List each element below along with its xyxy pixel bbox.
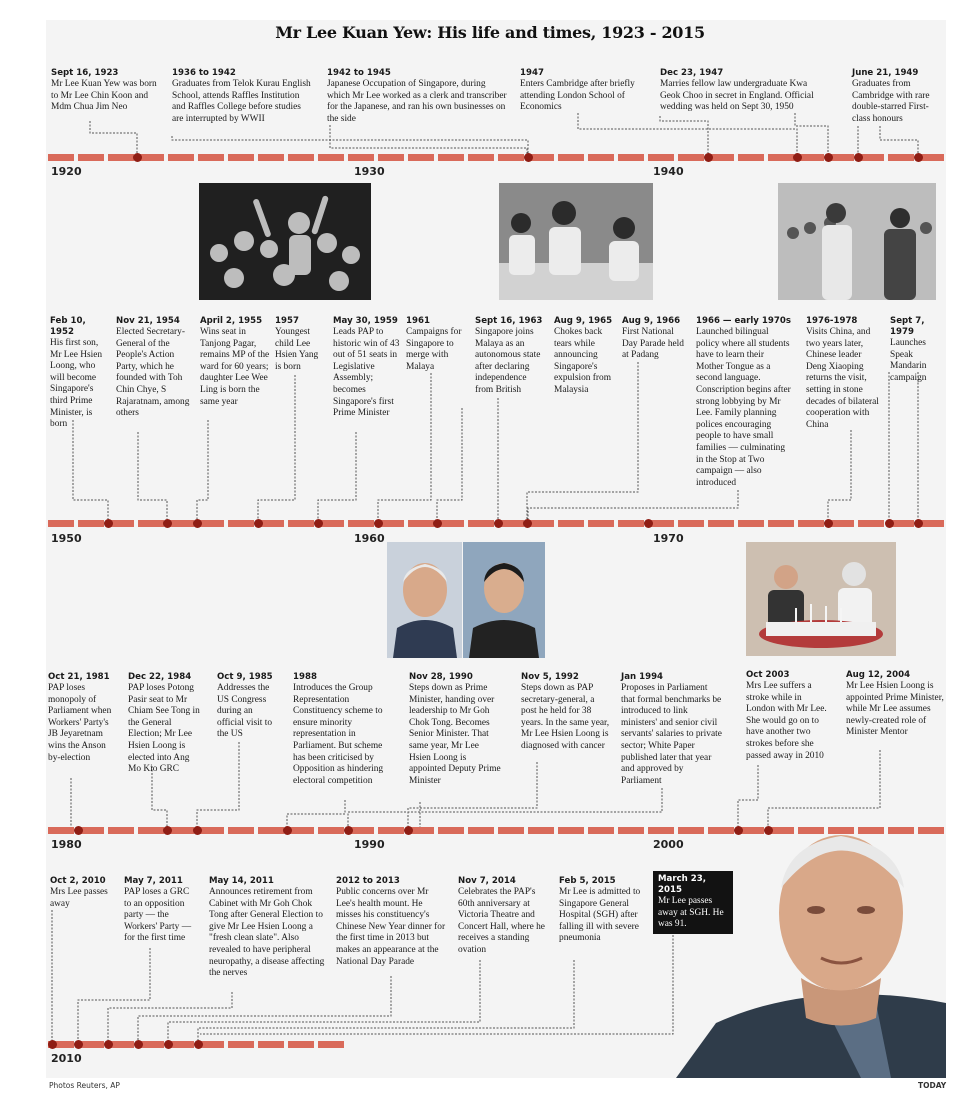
timeline-dot: [914, 153, 923, 162]
event-date: Nov 28, 1990: [409, 672, 473, 682]
timeline-segment: [348, 154, 374, 161]
timeline-dot: [523, 519, 532, 528]
timeline-segment: [228, 520, 254, 527]
timeline-segment: [108, 154, 134, 161]
timeline-segment: [198, 827, 224, 834]
event: [209, 876, 325, 980]
event-text: Mr Lee passes away at SGH. He was 91.: [658, 896, 724, 930]
event: [172, 68, 312, 125]
timeline-segment: [558, 154, 584, 161]
event: [275, 316, 325, 373]
decade-label: 1940: [653, 165, 684, 178]
event-date: 1957: [275, 316, 299, 326]
timeline-segment: [288, 154, 314, 161]
source-label: TODAY: [918, 1081, 947, 1090]
timeline-segment: [378, 827, 404, 834]
event: [51, 68, 161, 114]
event-text: Celebrates the PAP's 60th anniversary at Victoria Theatre and Concert Hall, where he receives a standing ovation: [458, 887, 545, 955]
timeline-dot: [314, 519, 323, 528]
event-text: Chokes back tears while announcing Singapore's expulsion from Malaysia: [554, 327, 612, 395]
timeline-dot: [524, 153, 533, 162]
timeline-segment: [438, 154, 464, 161]
event-date: Aug 12, 2004: [846, 670, 911, 680]
event-text: Launches Speak Mandarin campaign: [890, 338, 927, 383]
timeline-segment: [468, 827, 494, 834]
timeline-segment: [78, 154, 104, 161]
timeline-dot: [793, 153, 802, 162]
timeline-dot: [194, 1040, 203, 1049]
event-date: March 23, 2015: [658, 874, 707, 895]
timeline-segment: [738, 520, 764, 527]
timeline-segment: [648, 827, 674, 834]
event: [746, 670, 832, 762]
event-date: Nov 7, 2014: [458, 876, 516, 886]
timeline-segment: [528, 520, 554, 527]
timeline-segment: [888, 154, 914, 161]
timeline-dot: [764, 826, 773, 835]
event-text: Graduates from Cambridge with rare double-starred First-class honours: [852, 79, 930, 124]
timeline-segment: [318, 827, 344, 834]
decade-label: 1970: [653, 532, 684, 545]
event-text: Addresses the US Congress during an official visit to the US: [217, 683, 273, 740]
timeline-dot: [374, 519, 383, 528]
timeline-dot: [163, 826, 172, 835]
event-text: First National Day Parade held at Padang: [622, 327, 684, 361]
timeline-segment: [168, 520, 194, 527]
timeline-segment: [438, 827, 464, 834]
event: [200, 316, 270, 408]
event: [327, 68, 509, 125]
event: [554, 316, 618, 397]
event-text: Elected Secretary-General of the People's Action Party, which he founded with Toh Chin Chye, S Rajaratnam, among others: [116, 327, 190, 419]
timeline-segment: [798, 827, 824, 834]
event-text: Campaigns for Singapore to merge with Malaya: [406, 327, 462, 372]
photo-china-visit: [778, 183, 936, 300]
timeline-segment: [438, 520, 464, 527]
timeline-dot: [74, 1040, 83, 1049]
timeline-dot: [48, 1040, 57, 1049]
timeline-segment: [678, 520, 704, 527]
timeline-segment: [858, 520, 884, 527]
event: [622, 316, 688, 362]
event-date: 1942 to 1945: [327, 68, 391, 78]
portrait-illustration: [387, 542, 462, 658]
timeline-segment: [708, 827, 734, 834]
event-text: Japanese Occupation of Singapore, during which Mr Lee worked as a clerk and transcriber for the Japanese, and ran his own businesses on the side: [327, 79, 507, 124]
timeline-segment: [228, 154, 254, 161]
timeline-segment: [78, 520, 104, 527]
photo-independence-announcement: [499, 183, 653, 300]
decade-label: 2010: [51, 1052, 82, 1065]
handshake-illustration: [778, 183, 936, 300]
event: [806, 316, 882, 431]
event-text: Mrs Lee suffers a stroke while in London with Mr Lee. She would go on to have another two strokes before she passed away in 2010: [746, 681, 827, 761]
event-date: Jan 1994: [621, 672, 664, 682]
event-date: 1976-1978: [806, 316, 858, 326]
event-date: 1988: [293, 672, 317, 682]
event-text: Visits China, and two years later, Chinese leader Deng Xiaoping returns the visit, setting in stone decades of bilateral cooperation with China: [806, 327, 879, 430]
timeline-segment: [498, 154, 524, 161]
crowd-illustration: [199, 183, 371, 300]
event-date: May 7, 2011: [124, 876, 183, 886]
event-text: Public concerns over Mr Lee's health mount. He misses his constituency's Chinese New Year dinner for the first time in 2013 but makes an appearance at the National Day Parade: [336, 887, 446, 967]
timeline-segment: [48, 827, 74, 834]
photo-birthday-cake: [746, 542, 896, 656]
timeline-segment: [288, 827, 314, 834]
timeline-dot: [344, 826, 353, 835]
timeline-dot: [74, 826, 83, 835]
event-text: Mr Lee Hsien Loong is appointed Prime Minister, while Mr Lee assumes newly-created role of Minister Mentor: [846, 681, 944, 738]
timeline-segment: [468, 154, 494, 161]
timeline-dot: [433, 519, 442, 528]
timeline-dot: [404, 826, 413, 835]
photo-lee-hsien-loong: [463, 542, 545, 658]
timeline-dot: [104, 1040, 113, 1049]
timeline-segment: [558, 520, 584, 527]
decade-label: 1930: [354, 165, 385, 178]
event-date: Aug 9, 1965: [554, 316, 613, 326]
timeline-segment: [198, 520, 224, 527]
decade-label: 1990: [354, 838, 385, 851]
event-date: Nov 21, 1954: [116, 316, 180, 326]
event-text: Graduates from Telok Kurau English School, attends Raffles Institution and Raffles College before studies are interrupted by WWII: [172, 79, 311, 124]
timeline-segment: [618, 827, 644, 834]
event-text: Singapore joins Malaya as an autonomous state after declaring independence from British: [475, 327, 541, 395]
timeline-segment: [588, 827, 614, 834]
event-text: Leads PAP to historic win of 43 out of 51 seats in Legislative Assembly; becomes Singapore's first Prime Minister: [333, 327, 400, 419]
event: [559, 876, 643, 945]
event-date: 1947: [520, 68, 544, 78]
event-date: April 2, 1955: [200, 316, 263, 326]
timeline-band-1920s-1940s: [48, 154, 946, 161]
event-date: Sept 7, 1979: [890, 316, 925, 337]
timeline-segment: [918, 827, 944, 834]
timeline-dot: [734, 826, 743, 835]
timeline-segment: [48, 520, 74, 527]
event-text: Announces retirement from Cabinet with Mr Goh Chok Tong after General Election to give Mr Lee Hsien Loong a "fresh clean slate". Also revealed to have peripheral neuropathy, a disease affecting the nerves: [209, 887, 325, 979]
event-date: 1936 to 1942: [172, 68, 236, 78]
event-text: Steps down as PAP secretary-general, a post he held for 38 years. In the same year, Mr Lee Hsien Loong is diagnosed with cancer: [521, 683, 610, 751]
timeline-band-1980s-2000s: [48, 827, 946, 834]
timeline-segment: [858, 827, 884, 834]
timeline-segment: [678, 154, 704, 161]
timeline-segment: [138, 154, 164, 161]
photo-credit: Photos Reuters, AP: [49, 1081, 120, 1090]
timeline-band-1950s-1970s: [48, 520, 946, 527]
elderly-portrait-illustration: [676, 818, 946, 1078]
event-text: Mrs Lee passes away: [50, 887, 108, 909]
event-text: Launched bilingual policy where all students have to learn their Mother Tongue as a second language. Conscription begins after strong lobbying by Mr Lee. Family planning polices encouraging people to have small families — culminating in the Stop at Two campaign — also introduced: [696, 327, 791, 488]
event: [116, 316, 192, 420]
event-date: May 14, 2011: [209, 876, 274, 886]
event: [217, 672, 281, 741]
photo-lee-kuan-yew-portrait: [676, 818, 946, 1078]
timeline-segment: [558, 827, 584, 834]
timeline-segment: [348, 520, 374, 527]
event: [50, 876, 112, 910]
timeline-dot: [885, 519, 894, 528]
timeline-dot: [133, 153, 142, 162]
timeline-band-2010s: [48, 1041, 346, 1048]
timeline-dot: [854, 153, 863, 162]
timeline-dot: [193, 519, 202, 528]
event-date: Aug 9, 1966: [622, 316, 681, 326]
timeline-segment: [228, 1041, 254, 1048]
event-text: Wins seat in Tanjong Pagar, remains MP of the ward for 60 years; daughter Lee Wee Ling is born the same year: [200, 327, 270, 407]
event: [475, 316, 545, 397]
timeline-segment: [648, 154, 674, 161]
timeline-segment: [708, 520, 734, 527]
decade-label: 1950: [51, 532, 82, 545]
event-text: Proposes in Parliament that formal benchmarks be introduced to link ministers' and senior civil servants' salaries to private sector; White Paper published later that year and approved by Parliament: [621, 683, 722, 786]
event-highlight: [653, 871, 733, 934]
decade-label: 1920: [51, 165, 82, 178]
event: [458, 876, 548, 957]
event: [48, 672, 116, 764]
timeline-segment: [798, 154, 824, 161]
timeline-segment: [138, 520, 164, 527]
event-text: Enters Cambridge after briefly attending London School of Economics: [520, 79, 635, 113]
timeline-segment: [408, 520, 434, 527]
event-text: Youngest child Lee Hsien Yang is born: [275, 327, 319, 372]
event-date: Oct 2003: [746, 670, 790, 680]
timeline-dot: [824, 519, 833, 528]
timeline-dot: [193, 826, 202, 835]
event: [293, 672, 389, 787]
event-date: Oct 21, 1981: [48, 672, 110, 682]
decade-label: 1980: [51, 838, 82, 851]
timeline-segment: [588, 520, 614, 527]
timeline-segment: [588, 154, 614, 161]
timeline-segment: [48, 154, 74, 161]
event: [406, 316, 468, 373]
timeline-segment: [528, 827, 554, 834]
event: [520, 68, 646, 114]
timeline-dot: [104, 519, 113, 528]
timeline-segment: [258, 827, 284, 834]
timeline-dot: [164, 1040, 173, 1049]
event-date: 1961: [406, 316, 430, 326]
event-text: PAP loses monopoly of Parliament when Workers' Party's JB Jeyaretnam wins the Anson by-election: [48, 683, 112, 763]
timeline-segment: [378, 154, 404, 161]
timeline-segment: [768, 520, 794, 527]
event-date: Oct 9, 1985: [217, 672, 273, 682]
event-date: Dec 23, 1947: [660, 68, 724, 78]
event: [50, 316, 110, 431]
timeline-dot: [283, 826, 292, 835]
event: [852, 68, 940, 125]
decade-label: 1960: [354, 532, 385, 545]
event-date: Feb 5, 2015: [559, 876, 616, 886]
event-date: Feb 10, 1952: [50, 316, 86, 337]
timeline-dot: [824, 153, 833, 162]
event: [521, 672, 611, 753]
timeline-segment: [288, 520, 314, 527]
timeline-segment: [108, 827, 134, 834]
cake-illustration: [746, 542, 896, 656]
timeline-dot: [704, 153, 713, 162]
timeline-dot: [134, 1040, 143, 1049]
event: [696, 316, 792, 489]
timeline-segment: [618, 520, 644, 527]
timeline-segment: [798, 520, 824, 527]
timeline-segment: [138, 827, 164, 834]
event: [890, 316, 946, 384]
event: [846, 670, 946, 739]
event-date: 1966 — early 1970s: [696, 316, 791, 326]
timeline-segment: [198, 154, 224, 161]
event-text: Marries fellow law undergraduate Kwa Geok Choo in secret in England. Official wedding was held on Sept 30, 1950: [660, 79, 814, 113]
timeline-segment: [318, 1041, 344, 1048]
timeline-dot: [644, 519, 653, 528]
timeline-segment: [228, 827, 254, 834]
event-date: May 30, 1959: [333, 316, 398, 326]
timeline-segment: [288, 1041, 314, 1048]
event-date: Dec 22, 1984: [128, 672, 192, 682]
timeline-dot: [914, 519, 923, 528]
event: [621, 672, 723, 787]
timeline-segment: [618, 154, 644, 161]
timeline-segment: [258, 1041, 284, 1048]
event-date: June 21, 1949: [852, 68, 919, 78]
event-text: PAP loses a GRC to an opposition party — the Workers' Party — for the first time: [124, 887, 192, 944]
timeline-segment: [498, 827, 524, 834]
timeline-dot: [494, 519, 503, 528]
timeline-segment: [408, 154, 434, 161]
event: [128, 672, 204, 776]
event: [660, 68, 828, 114]
event-text: Mr Lee is admitted to Singapore General Hospital (SGH) after falling ill with severe pneumonia: [559, 887, 641, 944]
timeline-segment: [468, 520, 494, 527]
event: [124, 876, 196, 945]
timeline-segment: [768, 154, 794, 161]
event-date: 2012 to 2013: [336, 876, 400, 886]
event-date: Oct 2, 2010: [50, 876, 106, 886]
timeline-segment: [168, 827, 194, 834]
timeline-segment: [258, 154, 284, 161]
photo-goh-chok-tong: [387, 542, 462, 658]
event-text: PAP loses Potong Pasir seat to Mr Chiam See Tong in the General Election; Mr Lee Hsien Loong is elected into Ang Mo Kio GRC: [128, 683, 200, 775]
timeline-segment: [828, 827, 854, 834]
event-text: Mr Lee Kuan Yew was born to Mr Lee Chin Koon and Mdm Chua Jim Neo: [51, 79, 157, 113]
portrait-illustration-2: [463, 542, 545, 658]
timeline-segment: [168, 154, 194, 161]
event-date: Sept 16, 1963: [475, 316, 543, 326]
event-text: Steps down as Prime Minister, handing over leadership to Mr Goh Chok Tong. Becomes Senior Minister. That same year, Mr Lee Hsien Loong is appointed Deputy Prime Minister: [409, 683, 501, 786]
event: [409, 672, 501, 787]
event-date: Sept 16, 1923: [51, 68, 119, 78]
event-text: Introduces the Group Representation Constituency scheme to ensure minority representation in Parliament. But scheme has been criticised by Opposition as hindering electoral competition: [293, 683, 384, 786]
timeline-dot: [163, 519, 172, 528]
event: [336, 876, 448, 968]
timeline-segment: [678, 827, 704, 834]
decade-label: 2000: [653, 838, 684, 851]
page-title: Mr Lee Kuan Yew: His life and times, 1923 - 2015: [275, 23, 705, 42]
photo-crowd-celebration: [199, 183, 371, 300]
event: [333, 316, 401, 420]
event-text: His first son, Mr Lee Hsien Loong, who will become Singapore's third Prime Minister, is born: [50, 338, 103, 430]
press-conference-illustration: [499, 183, 653, 300]
timeline-segment: [888, 827, 914, 834]
timeline-segment: [738, 154, 764, 161]
timeline-dot: [254, 519, 263, 528]
timeline-segment: [318, 154, 344, 161]
event-date: Nov 5, 1992: [521, 672, 579, 682]
